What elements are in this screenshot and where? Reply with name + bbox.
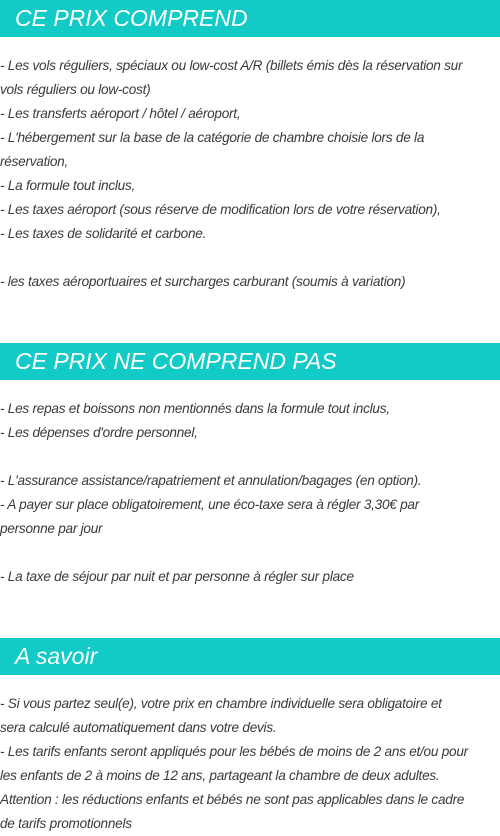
list-item: réservation, bbox=[0, 154, 69, 169]
list-item: - Les taxes aéroport (sous réserve de modification lors de votre réservation), bbox=[0, 202, 441, 217]
list-item: personne par jour bbox=[0, 521, 103, 536]
list-item: les enfants de 2 à moins de 12 ans, partageant la chambre de deux adultes. bbox=[0, 768, 440, 783]
section-header-good-to-know: A savoir bbox=[0, 638, 500, 675]
section-body-good-to-know bbox=[0, 692, 500, 836]
list-item: - La formule tout inclus, bbox=[0, 178, 136, 193]
list-item: - Si vous partez seul(e), votre prix en chambre individuelle sera obligatoire et bbox=[0, 696, 442, 711]
list-item: - Les vols réguliers, spéciaux ou low-cost A/R (billets émis dès la réservation sur bbox=[0, 58, 463, 73]
list-item: vols réguliers ou low-cost) bbox=[0, 82, 151, 97]
list-item: - L'assurance assistance/rapatriement et annulation/bagages (en option). bbox=[0, 473, 422, 488]
list-item: - La taxe de séjour par nuit et par personne à régler sur place bbox=[0, 569, 354, 584]
section-header-includes: CE PRIX COMPREND bbox=[0, 0, 500, 37]
list-item: sera calculé automatiquement dans votre devis. bbox=[0, 720, 277, 735]
list-item: - L'hébergement sur la base de la catégorie de chambre choisie lors de la bbox=[0, 130, 425, 145]
section-body-includes bbox=[0, 54, 500, 294]
list-item: - A payer sur place obligatoirement, une éco-taxe sera à régler 3,30€ par bbox=[0, 497, 420, 512]
list-item: Attention : les réductions enfants et bébés ne sont pas applicables dans le cadre bbox=[0, 792, 465, 807]
list-item: - Les transferts aéroport / hôtel / aéroport, bbox=[0, 106, 241, 121]
spacer bbox=[0, 246, 500, 270]
list-item: - Les tarifs enfants seront appliqués pour les bébés de moins de 2 ans et/ou pour bbox=[0, 744, 468, 759]
list-item: de tarifs promotionnels bbox=[0, 816, 132, 831]
list-item: - Les repas et boissons non mentionnés dans la formule tout inclus, bbox=[0, 401, 390, 416]
spacer bbox=[0, 541, 500, 565]
section-body-excludes bbox=[0, 397, 500, 589]
list-item: - les taxes aéroportuaires et surcharges carburant (soumis à variation) bbox=[0, 274, 406, 289]
list-item: - Les taxes de solidarité et carbone. bbox=[0, 226, 207, 241]
section-header-excludes: CE PRIX NE COMPREND PAS bbox=[0, 343, 500, 380]
spacer bbox=[0, 445, 500, 469]
list-item: - Les dépenses d'ordre personnel, bbox=[0, 425, 198, 440]
